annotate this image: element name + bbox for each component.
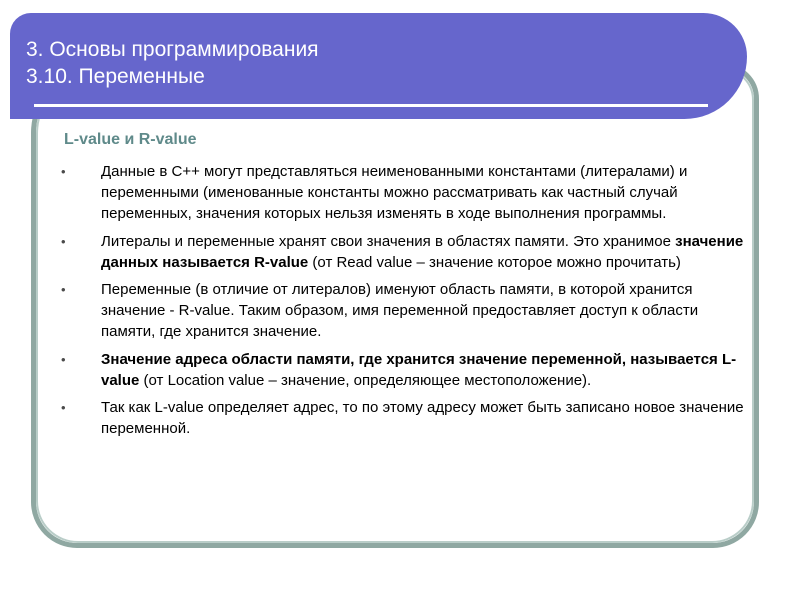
slide-title: [26, 36, 319, 90]
bullet-text: (от Location value – значение, определяющее местоположение).: [139, 371, 592, 389]
bullet-text: Литералы и переменные хранят свои значения в областях памяти. Это хранимое: [101, 232, 676, 250]
section-subheading: L-value и R-value: [64, 131, 197, 148]
bullet-item: [58, 231, 748, 273]
bullet-item: [58, 397, 748, 439]
bullet-item: [58, 349, 748, 391]
bullet-marker: •: [61, 233, 66, 249]
bullet-marker: •: [61, 400, 66, 415]
bullet-text: Данные в С++ могут представляться неименованными константами (литералами) и переменными (именованные константы можно рассматривать как частный случай переменных, значения которых нельзя изменять в ходе выполнения программы.: [101, 163, 688, 222]
slide-title-line-2: 3.10. Переменные: [26, 65, 205, 88]
title-underline: [34, 104, 708, 107]
bullet-bold-text: Значение адреса области памяти, где хранится значение переменной, называется L-value: [101, 350, 737, 389]
bullet-item: [58, 279, 748, 342]
slide-title-line-1: 3. Основы программирования: [26, 38, 319, 61]
bullet-item: [58, 161, 748, 224]
bullet-marker: •: [61, 164, 66, 179]
bullet-text: (от Read value – значение которое можно прочитать): [308, 253, 681, 271]
bullet-list: [58, 161, 748, 446]
bullet-text: Переменные (в отличие от литералов) именуют область памяти, в которой хранится значение - R-value. Таким образом, имя переменной предоставляет доступ к области памяти, где хранится значение.: [101, 281, 699, 340]
bullet-text: Так как L-value определяет адрес, то по этому адресу может быть записано новое значение переменной.: [101, 399, 744, 437]
bullet-marker: •: [61, 282, 66, 297]
bullet-bold-text: значение данных называется R-value: [101, 232, 744, 271]
bullet-marker: •: [61, 351, 66, 367]
